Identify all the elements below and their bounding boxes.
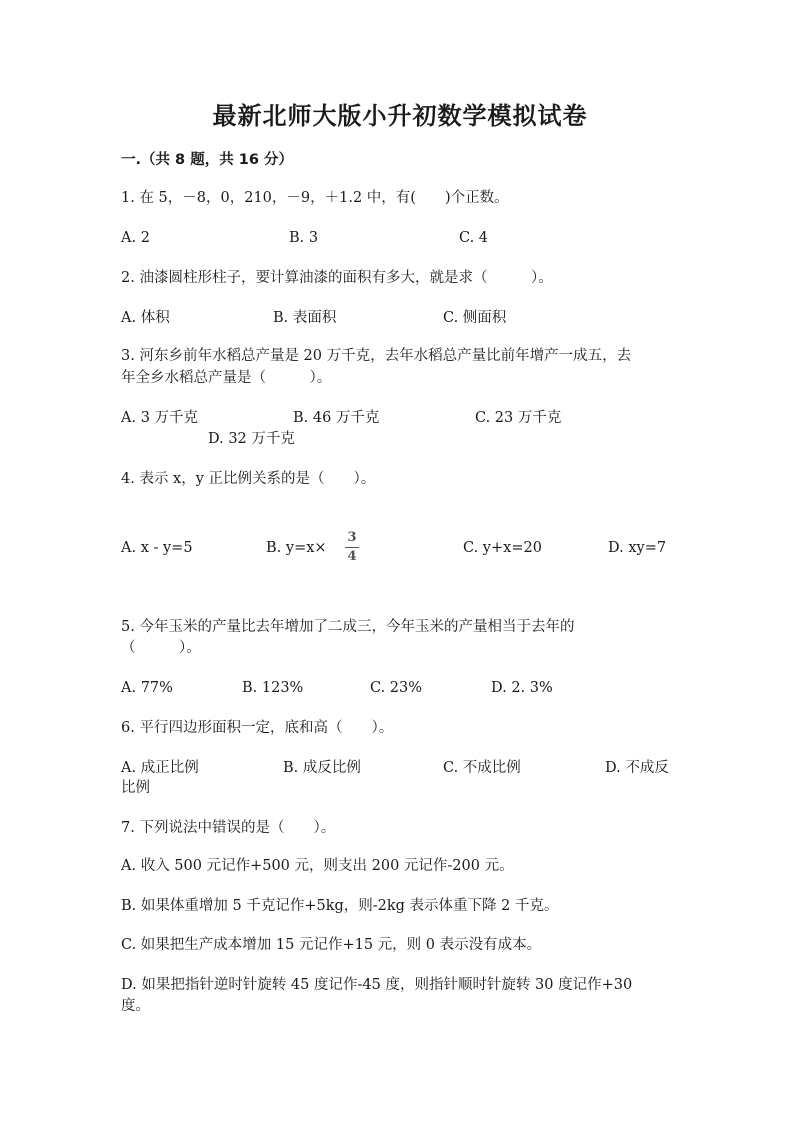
q6-option-b: B. 成反比例 [283,760,361,776]
q7-option-c: C. 如果把生产成本增加 15 元记作+15 元，则 0 表示没有成本。 [121,937,542,953]
q7-option-a: A. 收入 500 元记作+500 元，则支出 200 元记作-200 元。 [121,858,514,874]
q2-option-c: C. 侧面积 [443,310,507,326]
question-6: 6. 平行四边形面积一定，底和高（ ）。 [121,720,394,736]
q1-option-c: C. 4 [459,230,489,246]
page-title: 最新北师大版小升初数学模拟试卷 [212,102,588,130]
q6-option-d: D. 不成反 [605,760,669,776]
q5-option-d: D. 2. 3% [491,680,553,696]
section-heading: 一.（共 8 题，共 16 分） [121,152,293,168]
question-1: 1. 在 5，－8，0，210，－9，＋1.2 中，有( )个正数。 [121,190,509,206]
question-3-line-2: 年全乡水稻总产量是（ ）。 [121,370,332,386]
q6-option-c: C. 不成比例 [443,760,521,776]
q4-option-b: B. y=x× [266,540,327,556]
fraction-bar [345,547,359,548]
q5-option-a: A. 77% [121,680,173,696]
q4-option-d: D. xy=7 [608,540,667,556]
q7-option-d-wrap: 度。 [121,998,150,1014]
question-2: 2. 油漆圆柱形柱子，要计算油漆的面积有多大，就是求（ ）。 [121,270,553,286]
question-3-line-1: 3. 河东乡前年水稻总产量是 20 万千克，去年水稻总产量比前年增产一成五，去 [121,348,632,364]
q7-option-b: B. 如果体重增加 5 千克记作+5kg，则-2kg 表示体重下降 2 千克。 [121,898,559,914]
q1-option-a: A. 2 [121,230,150,246]
fraction-numerator: 3 [347,530,357,545]
q2-option-a: A. 体积 [121,310,170,326]
fraction-denominator: 4 [347,549,357,564]
question-4: 4. 表示 x，y 正比例关系的是（ ）。 [121,471,376,487]
q3-option-c: C. 23 万千克 [475,410,562,426]
q3-option-d: D. 32 万千克 [208,431,295,447]
q2-option-b: B. 表面积 [273,310,337,326]
question-7: 7. 下列说法中错误的是（ ）。 [121,820,336,836]
question-5-line-1: 5. 今年玉米的产量比去年增加了二成三，今年玉米的产量相当于去年的 [121,619,575,635]
q3-option-a: A. 3 万千克 [121,410,199,426]
fraction-three-quarters [344,531,360,564]
q6-option-a: A. 成正比例 [121,760,199,776]
q7-option-d: D. 如果把指针逆时针旋转 45 度记作-45 度，则指针顺时针旋转 30 度记作+30 [121,977,633,993]
q4-option-a: A. x - y=5 [121,540,193,556]
q5-option-c: C. 23% [370,680,423,696]
q6-option-d-wrap: 比例 [121,780,150,796]
q3-option-b: B. 46 万千克 [293,410,380,426]
q1-option-b: B. 3 [289,230,319,246]
q5-option-b: B. 123% [242,680,304,696]
question-5-line-2: （ ）。 [121,640,201,656]
q4-option-c: C. y+x=20 [463,540,542,556]
